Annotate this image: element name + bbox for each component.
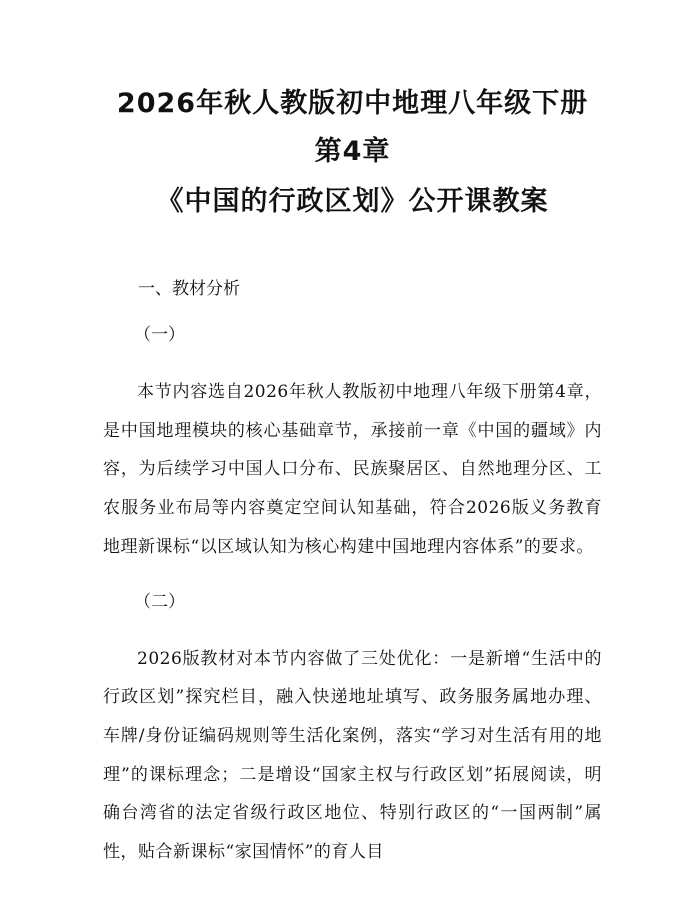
section-heading-textbook-analysis: 一、教材分析: [138, 279, 240, 299]
document-title-line-2: 《中国的行政区划》公开课教案: [156, 186, 549, 217]
paragraph-chapter-overview: 本节内容选自2026年秋人教版初中地理八年级下册第4章，是中国地理模块的核心基础章节，承接前一章《中国的疆域》内容，为后续学习中国人口分布、民族聚居区、自然地理分区、工农服务业布局等内容奠定空间认知基础，符合2026版义务教育地理新课标“以区域认知为核心构建中国地理内容体系”的要求。: [103, 382, 602, 557]
sub-heading-two: （二）: [134, 591, 185, 612]
paragraph-textbook-optimizations: 2026版教材对本节内容做了三处优化：一是新增“生活中的行政区划”探究栏目，融入快递地址填写、政务服务属地办理、车牌/身份证编码规则等生活化案例，落实“学习对生活有用的地理”的课标理念；二是增设“国家主权与行政区划”拓展阅读，明确台湾省的法定省级行政区地位、特别行政区的“一国两制”属性，贴合新课标“家国情怀”的育人目: [103, 648, 602, 863]
sub-heading-one: （一）: [134, 325, 185, 345]
document-title-line-1: 2026年秋人教版初中地理八年级下册第4章: [116, 88, 589, 167]
